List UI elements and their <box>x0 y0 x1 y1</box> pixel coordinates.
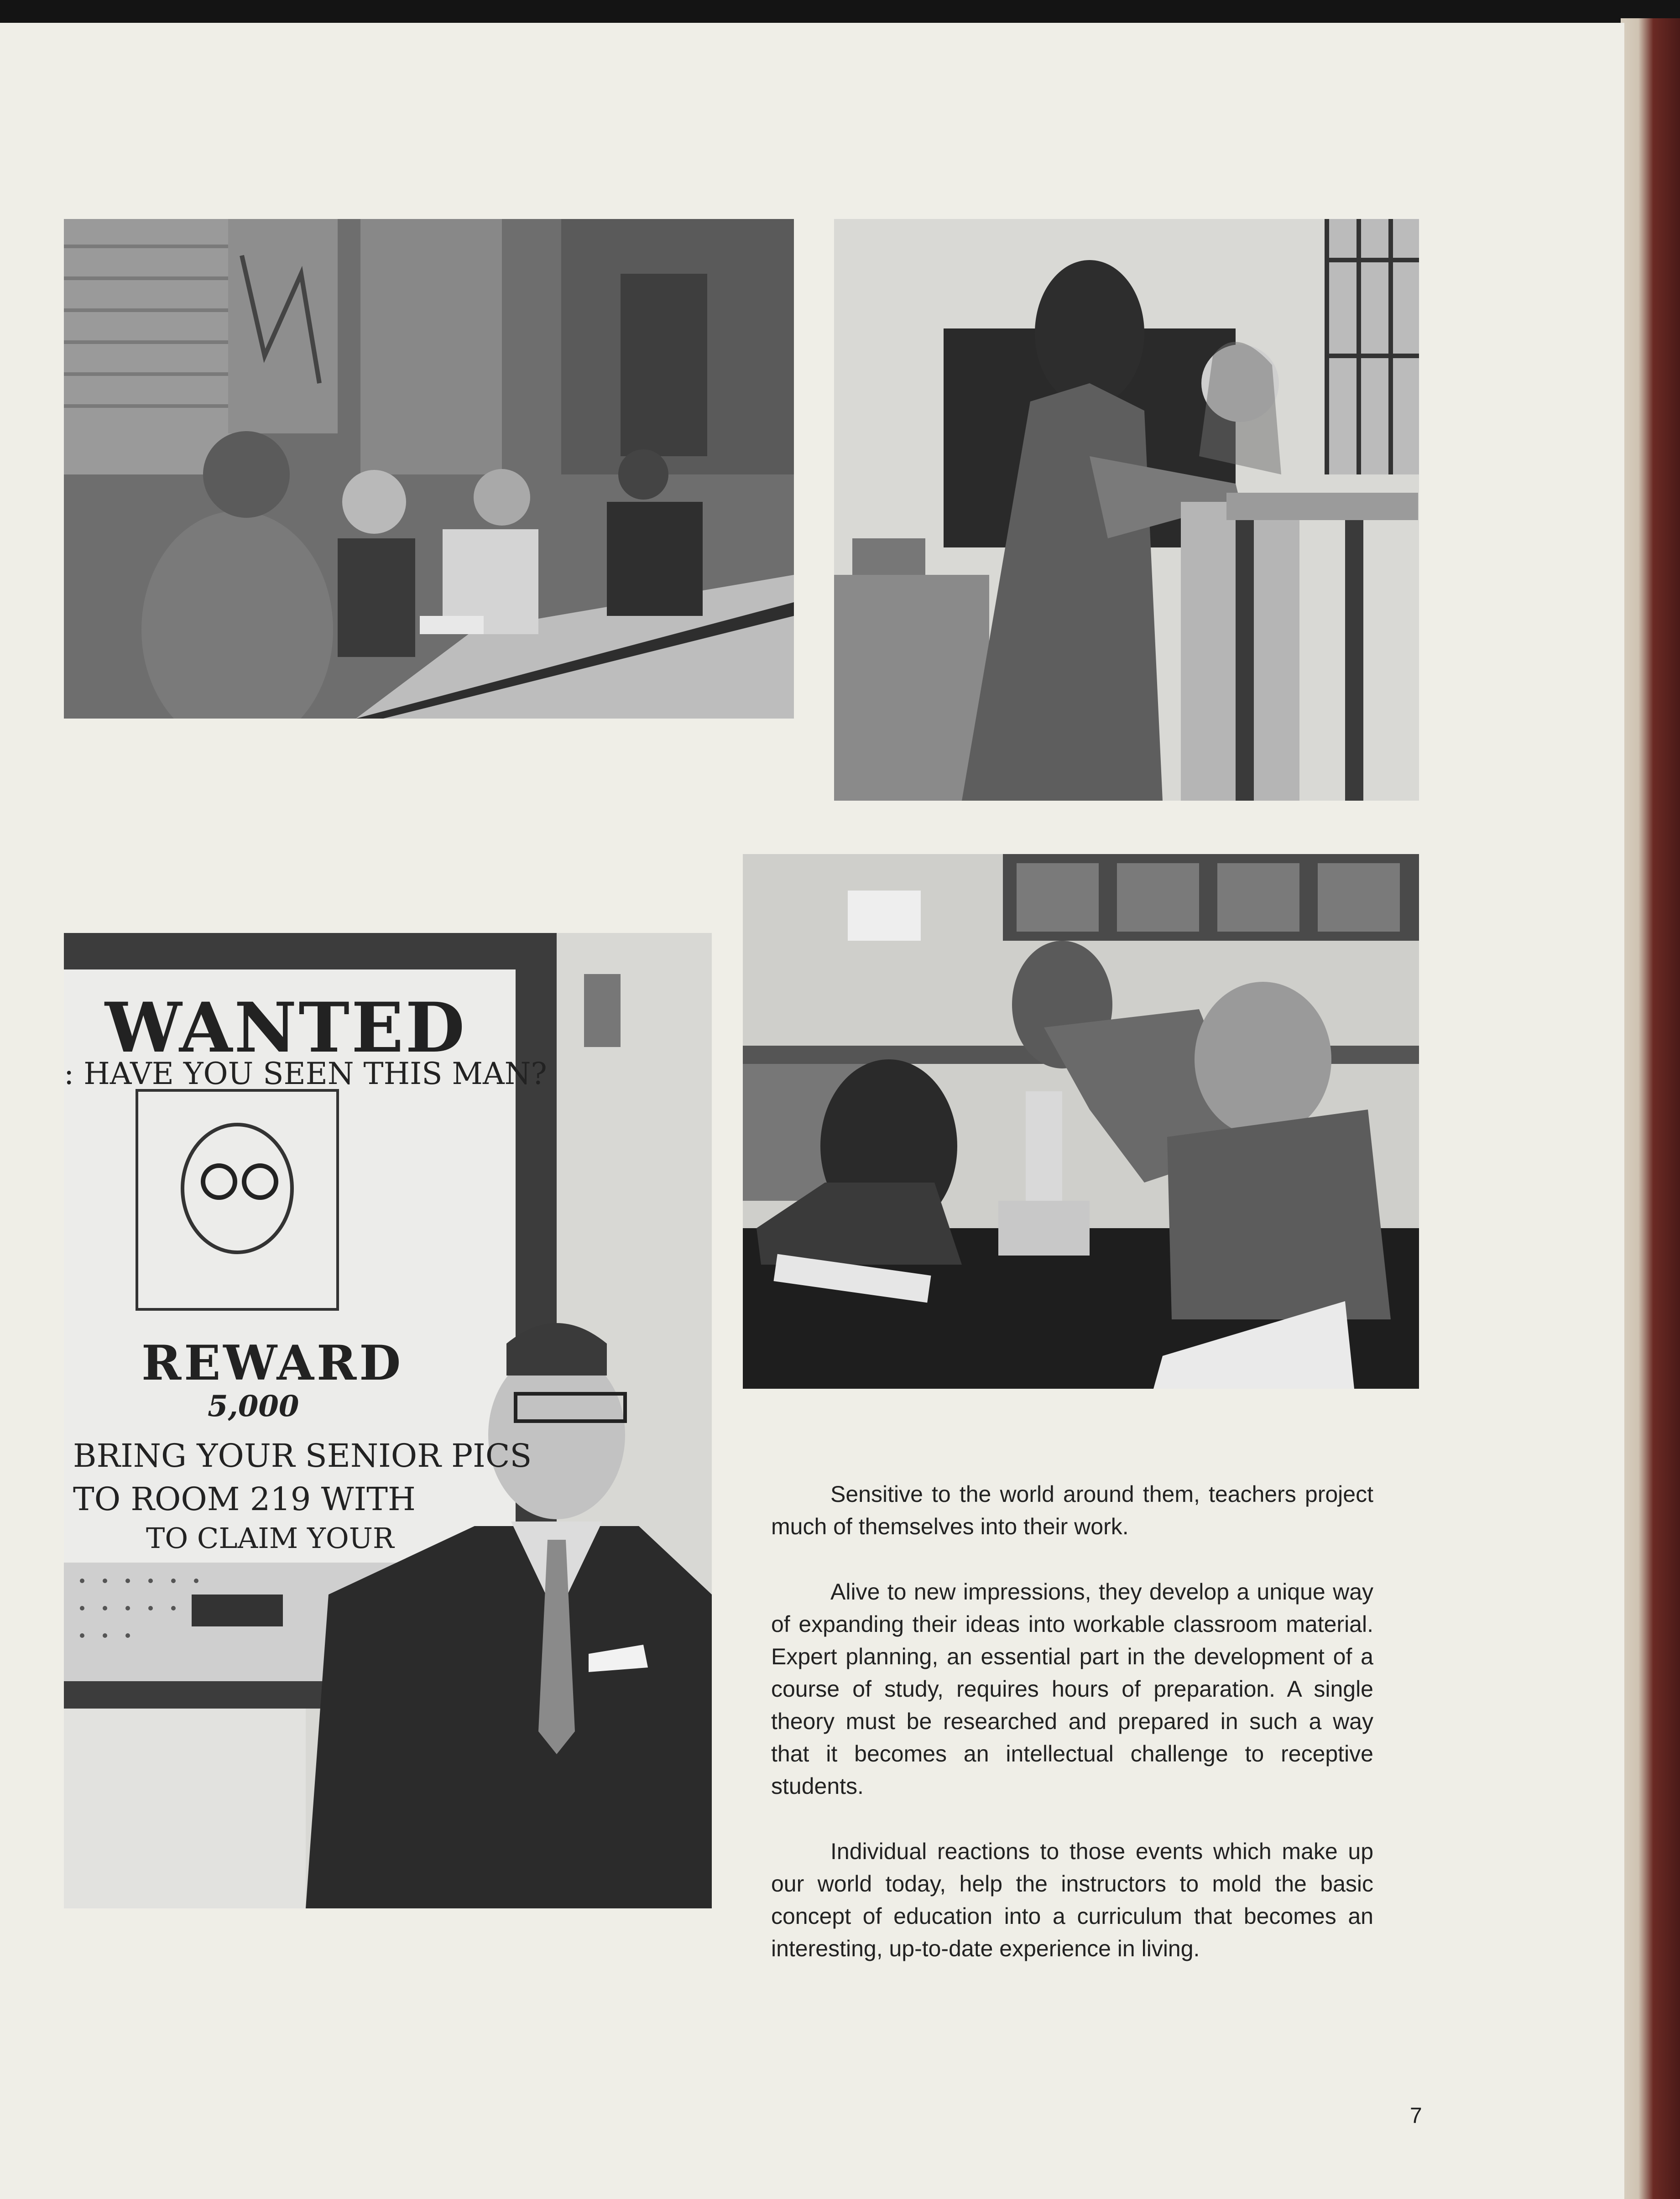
scan-top-edge <box>0 0 1680 24</box>
poster-reward: REWARD <box>141 1334 404 1391</box>
poster-line-3: TO CLAIM YOUR <box>146 1522 394 1555</box>
photo-two-women-classroom <box>834 219 1419 801</box>
article-body <box>771 1478 1373 1998</box>
poster-line-2: TO ROOM 219 WITH <box>73 1480 416 1518</box>
poster-amount: 5,000 <box>208 1389 299 1423</box>
paragraph-2: Alive to new impressions, they develop a unique way of expanding their ideas into workable classroom material. Expert planning, an essential part in the development of a course of study, requires hours of preparation. A single theory must be researched and prepared in such a way that it becomes an intellectual challenge to receptive students. <box>771 1579 1373 1799</box>
yearbook-page <box>0 23 1624 2199</box>
poster-line-1: BRING YOUR SENIOR PICS <box>73 1437 532 1475</box>
book-binding-edge <box>1621 18 1680 2199</box>
photo-teachers-at-table <box>64 219 794 719</box>
paragraph-1: Sensitive to the world around them, teachers project much of themselves into their work. <box>771 1481 1373 1539</box>
page-number: 7 <box>1410 2104 1422 2128</box>
photo-microscope-lesson <box>743 854 1419 1389</box>
paragraph-3: Individual reactions to those events which make up our world today, help the instructors to mold the basic concept of education into a curriculum that becomes an interesting, up-to-date experience in living. <box>771 1839 1373 1961</box>
photo-wanted-poster-teacher <box>64 933 712 1908</box>
poster-question: : HAVE YOU SEEN THIS MAN? <box>64 1056 547 1091</box>
poster-heading: WANTED <box>105 988 467 1068</box>
